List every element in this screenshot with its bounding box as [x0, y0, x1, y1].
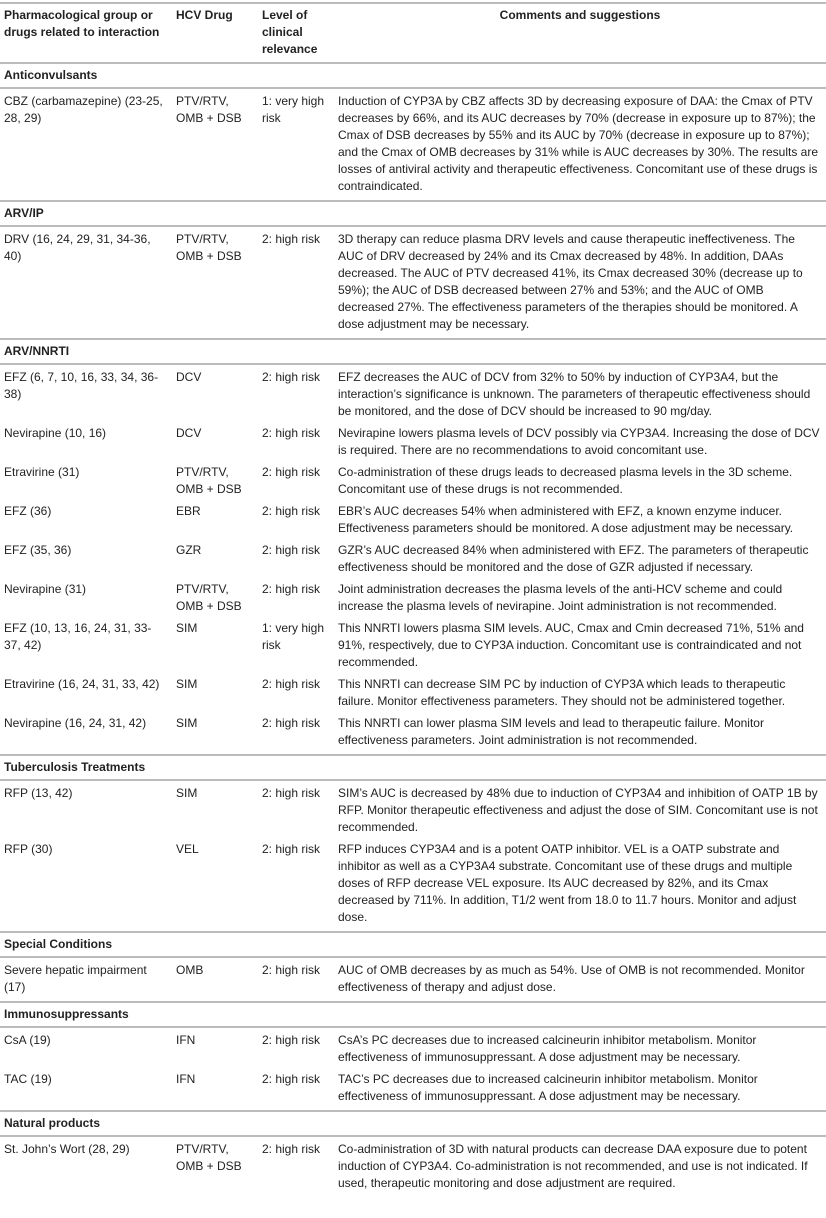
cell-comment: RFP induces CYP3A4 and is a potent OATP inhibitor. VEL is a OATP substrate and inhibitor as well as a CYP3A4 substrate. Concomitant use of these drugs and multiple doses of RFP decrease VEL exposure. Its AUC decreased by 82%, and its Cmax decreased by 711%. In addition, T1/2 went from 18.0 to 11.7 hours. Monitor and adjust dose.	[338, 842, 797, 924]
cell-relevance: 2: high risk	[262, 1033, 321, 1047]
table-row	[0, 1136, 826, 1197]
cell-hcv-drug: IFN	[176, 1072, 196, 1086]
table-row	[0, 88, 826, 201]
cell-relevance: 2: high risk	[262, 1142, 321, 1156]
cell-group: Nevirapine (16, 24, 31, 42)	[4, 716, 147, 730]
cell-relevance: 2: high risk	[262, 543, 321, 557]
section-header-row	[0, 339, 826, 364]
cell-relevance: 2: high risk	[262, 465, 321, 479]
section-header-row	[0, 201, 826, 226]
section-header-row	[0, 1111, 826, 1136]
cell-relevance: 2: high risk	[262, 1072, 321, 1086]
section-title: Immunosuppressants	[0, 1002, 826, 1027]
table-row	[0, 839, 826, 932]
cell-group: Etravirine (31)	[4, 465, 80, 479]
table-row	[0, 1069, 826, 1111]
cell-group: EFZ (35, 36)	[4, 543, 72, 557]
cell-hcv-drug: PTV/RTV, OMB + DSB	[176, 465, 242, 496]
table-row	[0, 957, 826, 1002]
cell-comment: This NNRTI lowers plasma SIM levels. AUC, Cmax and Cmin decreased 71%, 51% and 91%, respectively, due to CYP3A induction. Concomitant use is contraindicated and not recommended.	[338, 621, 804, 669]
cell-relevance: 2: high risk	[262, 504, 321, 518]
cell-group: Severe hepatic impairment (17)	[4, 963, 147, 994]
cell-hcv-drug: PTV/RTV, OMB + DSB	[176, 1142, 242, 1173]
section-header-row	[0, 755, 826, 780]
cell-group: CBZ (carbamazepine) (23-25, 28, 29)	[4, 94, 163, 125]
header-hcv-drug: HCV Drug	[172, 3, 258, 63]
cell-relevance: 2: high risk	[262, 786, 321, 800]
cell-group: RFP (13, 42)	[4, 786, 73, 800]
section-header-row	[0, 63, 826, 88]
cell-comment: Co-administration of 3D with natural products can decrease DAA exposure due to potent induction of CYP3A4. Co-administration is not recommended, and use is not indicated. If used, therapeutic monitoring and dose adjustment are required.	[338, 1142, 808, 1190]
cell-relevance: 2: high risk	[262, 963, 321, 977]
cell-hcv-drug: GZR	[176, 543, 202, 557]
table-row	[0, 423, 826, 462]
table-row	[0, 674, 826, 713]
cell-hcv-drug: SIM	[176, 677, 198, 691]
table-row	[0, 462, 826, 501]
cell-group: St. John’s Wort (28, 29)	[4, 1142, 130, 1156]
table-row	[0, 1027, 826, 1069]
cell-comment: GZR’s AUC decreased 84% when administered with EFZ. The parameters of therapeutic effectiveness should be monitored and the dose of GZR adjusted if necessary.	[338, 543, 809, 574]
cell-group: CsA (19)	[4, 1033, 51, 1047]
table-row	[0, 226, 826, 339]
section-title: Anticonvulsants	[0, 63, 826, 88]
section-title: Special Conditions	[0, 932, 826, 957]
cell-hcv-drug: VEL	[176, 842, 199, 856]
header-comments: Comments and suggestions	[334, 3, 826, 63]
cell-relevance: 2: high risk	[262, 370, 321, 384]
table-row	[0, 618, 826, 674]
cell-hcv-drug: SIM	[176, 786, 198, 800]
header-row	[0, 3, 826, 63]
cell-comment: This NNRTI can lower plasma SIM levels and lead to therapeutic failure. Monitor effectiveness parameters. Joint administration is not recommended.	[338, 716, 764, 747]
section-header-row	[0, 932, 826, 957]
cell-hcv-drug: IFN	[176, 1033, 196, 1047]
section-title: Tuberculosis Treatments	[0, 755, 826, 780]
cell-group: Nevirapine (31)	[4, 582, 87, 596]
cell-relevance: 2: high risk	[262, 677, 321, 691]
cell-group: TAC (19)	[4, 1072, 52, 1086]
section-title: ARV/IP	[0, 201, 826, 226]
cell-relevance: 1: very high risk	[262, 621, 325, 652]
section-title: ARV/NNRTI	[0, 339, 826, 364]
cell-group: EFZ (10, 13, 16, 24, 31, 33-37, 42)	[4, 621, 152, 652]
cell-group: EFZ (6, 7, 10, 16, 33, 34, 36-38)	[4, 370, 159, 401]
cell-hcv-drug: DCV	[176, 370, 202, 384]
cell-relevance: 2: high risk	[262, 716, 321, 730]
cell-relevance: 2: high risk	[262, 426, 321, 440]
cell-relevance: 2: high risk	[262, 582, 321, 596]
cell-comment: This NNRTI can decrease SIM PC by induction of CYP3A which leads to therapeutic failure. Monitor effectiveness parameters. They should not be administered together.	[338, 677, 786, 708]
section-header-row	[0, 1002, 826, 1027]
cell-comment: AUC of OMB decreases by as much as 54%. Use of OMB is not recommended. Monitor effectiveness of therapy and adjust dose.	[338, 963, 805, 994]
header-group: Pharmacological group or drugs related to interaction	[0, 3, 172, 63]
cell-hcv-drug: OMB	[176, 963, 204, 977]
cell-relevance: 2: high risk	[262, 842, 321, 856]
cell-group: RFP (30)	[4, 842, 53, 856]
cell-hcv-drug: SIM	[176, 621, 198, 635]
table-row	[0, 364, 826, 423]
cell-hcv-drug: PTV/RTV, OMB + DSB	[176, 94, 242, 125]
cell-comment: Nevirapine lowers plasma levels of DCV possibly via CYP3A4. Increasing the dose of DCV is required. There are no recommendations to avoid concomitant use.	[338, 426, 820, 457]
cell-comment: SIM’s AUC is decreased by 48% due to induction of CYP3A4 and inhibition of OATP 1B by RFP. Monitor therapeutic effectiveness and adjust the dose of SIM. Concomitant use is not recommended.	[338, 786, 818, 834]
cell-relevance: 2: high risk	[262, 232, 321, 246]
cell-comment: CsA’s PC decreases due to increased calcineurin inhibitor metabolism. Monitor effectiveness of immunosuppressant. A dose adjustment may be necessary.	[338, 1033, 757, 1064]
header-relevance: Level of clinical relevance	[258, 3, 334, 63]
table-body	[0, 63, 826, 1197]
cell-comment: EFZ decreases the AUC of DCV from 32% to 50% by induction of CYP3A4, but the interaction’s significance is unknown. The parameters of therapeutic effectiveness should be monitored, and the dose of DCV should be increased to 90 mg/day.	[338, 370, 811, 418]
cell-hcv-drug: DCV	[176, 426, 202, 440]
table-row	[0, 540, 826, 579]
cell-comment: EBR’s AUC decreases 54% when administered with EFZ, a known enzyme inducer. Effectiveness parameters should be monitored. A dose adjustment may be necessary.	[338, 504, 794, 535]
cell-relevance: 1: very high risk	[262, 94, 325, 125]
table-row	[0, 713, 826, 755]
cell-comment: Joint administration decreases the plasma levels of the anti-HCV scheme and could increase the plasma levels of nevirapine. Joint administration is not recommended.	[338, 582, 783, 613]
cell-comment: 3D therapy can reduce plasma DRV levels and cause therapeutic ineffectiveness. The AUC of DRV decreased by 24% and its Cmax decreased by 48%. In addition, DAAs decreased. The AUC of PTV decreased 41%, its Cmax decreased 30% (decrease up to 59%); the AUC of DSB decreased between 27% and 53%; and the AUC of OMB decreased 27%. The effectiveness parameters of the therapies should be monitored. A dose adjustment may be necessary.	[338, 232, 803, 331]
cell-hcv-drug: EBR	[176, 504, 201, 518]
cell-comment: Induction of CYP3A by CBZ affects 3D by decreasing exposure of DAA: the Cmax of PTV decreases by 66%, and its AUC decreases by 70% (decrease in exposure up to 87%); the Cmax of DSB decreases by 55% and its AUC by 70% (decrease in exposure up to 87%); and the Cmax of OMB decreases by 31% while is AUC decreases by 30%. The results are losses of antiviral activity and therapeutic effectiveness. Concomitant use of these drugs is contraindicated.	[338, 94, 819, 193]
table-row	[0, 501, 826, 540]
cell-comment: Co-administration of these drugs leads to decreased plasma levels in the 3D scheme. Concomitant use of these drugs is not recommended.	[338, 465, 793, 496]
section-title: Natural products	[0, 1111, 826, 1136]
cell-hcv-drug: PTV/RTV, OMB + DSB	[176, 582, 242, 613]
table-row	[0, 579, 826, 618]
cell-group: Nevirapine (10, 16)	[4, 426, 107, 440]
drug-interaction-table	[0, 2, 826, 1197]
cell-hcv-drug: SIM	[176, 716, 198, 730]
cell-group: Etravirine (16, 24, 31, 33, 42)	[4, 677, 160, 691]
cell-hcv-drug: PTV/RTV, OMB + DSB	[176, 232, 242, 263]
cell-group: DRV (16, 24, 29, 31, 34-36, 40)	[4, 232, 151, 263]
cell-group: EFZ (36)	[4, 504, 52, 518]
cell-comment: TAC’s PC decreases due to increased calcineurin inhibitor metabolism. Monitor effectiveness of immunosuppressant. A dose adjustment may be necessary.	[338, 1072, 758, 1103]
table-row	[0, 780, 826, 839]
